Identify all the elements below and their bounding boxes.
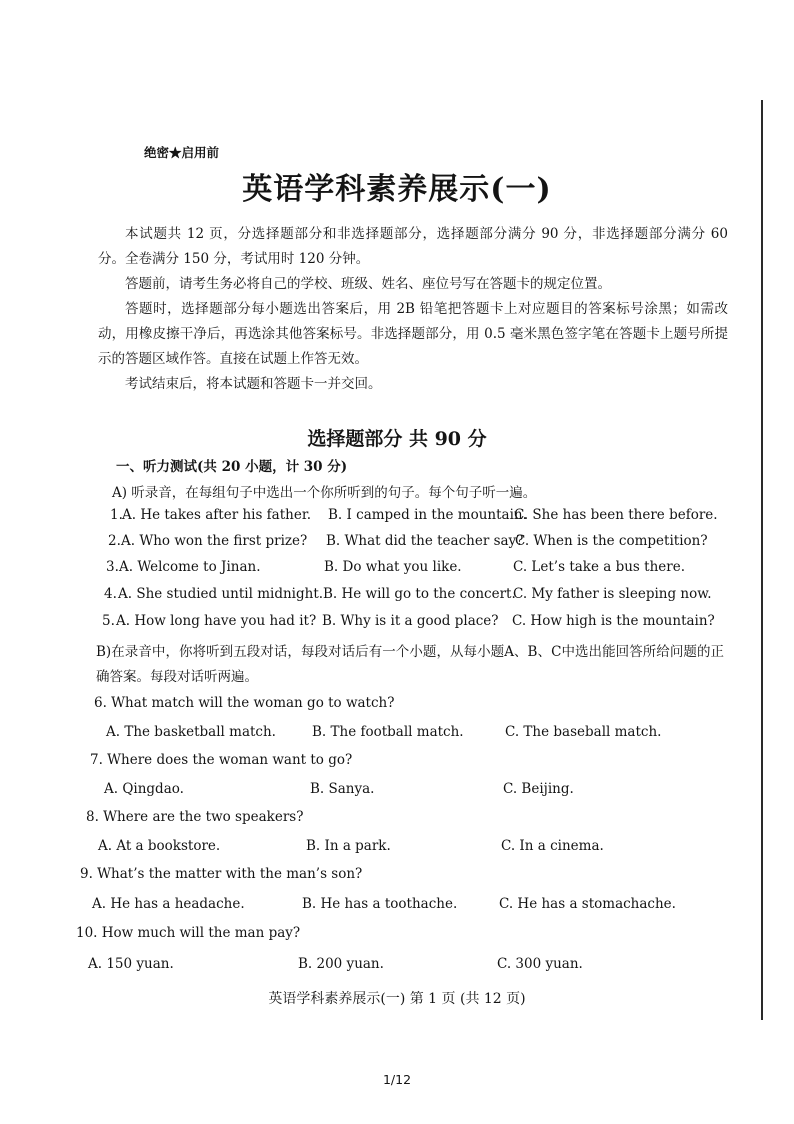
- option-b: B. Do what you like.: [324, 559, 462, 575]
- options-row: [0, 838, 794, 860]
- question-row: [0, 533, 794, 555]
- options-row: [0, 956, 794, 978]
- option-a: A. 150 yuan.: [88, 956, 174, 972]
- option-c: C. When is the competition?: [515, 533, 708, 549]
- option-b: B. In a park.: [306, 838, 391, 854]
- option-c: C. The baseball match.: [505, 724, 662, 740]
- option-b: B. Why is it a good place?: [322, 613, 499, 629]
- option-c: C. 300 yuan.: [497, 956, 583, 972]
- question-stem: 8. Where are the two speakers?: [86, 809, 304, 825]
- instruction-paragraph-1: 本试题共 12 页，分选择题部分和非选择题部分，选择题部分满分 90 分，非选择题部分满分 60 分。全卷满分 150 分，考试用时 120 分钟。: [98, 226, 728, 267]
- page-footer: 英语学科素养展示(一) 第 1 页 (共 12 页): [268, 991, 526, 1007]
- instruction-paragraph-4: 考试结束后，将本试题和答题卡一并交回。: [125, 376, 382, 392]
- question-stem: 10. How much will the man pay?: [76, 925, 301, 941]
- question-number: 2.: [108, 533, 121, 549]
- exam-title: 英语学科素养展示(一): [242, 172, 552, 207]
- part-a-instruction: A) 听录音，在每组句子中选出一个你所听到的句子。每个句子听一遍。: [112, 485, 537, 501]
- option-c: C. In a cinema.: [501, 838, 604, 854]
- instruction-paragraph-3: 答题时，选择题部分每小题选出答案后，用 2B 铅笔把答题卡上对应题目的答案标号涂黑；如需改动，用橡皮擦干净后，再选涂其他答案标号。非选择题部分，用 0.5 毫米黑色签字笔在答题卡上题号所提示的答题区域作答。直接在试题上作答无效。: [98, 301, 728, 367]
- question-stem: 7. Where does the woman want to go?: [90, 752, 353, 768]
- question-stem: 9. What’s the matter with the man’s son?: [80, 866, 363, 882]
- question-number: 1.: [110, 507, 123, 523]
- question-row: [0, 586, 794, 608]
- question-row: [0, 559, 794, 581]
- option-a: A. Welcome to Jinan.: [119, 559, 261, 575]
- option-a: A. She studied until midnight.: [118, 586, 324, 602]
- option-c: C. She has been there before.: [514, 507, 718, 523]
- options-row: [0, 781, 794, 803]
- option-b: B. 200 yuan.: [298, 956, 384, 972]
- section-title: 选择题部分 共 90 分: [307, 428, 487, 450]
- option-b: B. Sanya.: [310, 781, 375, 797]
- option-a: A. Who won the first prize?: [121, 533, 308, 549]
- page-indicator: 1/12: [382, 1072, 412, 1087]
- question-row: [0, 507, 794, 529]
- option-b: B. I camped in the mountain.: [328, 507, 527, 523]
- question-stem: 6. What match will the woman go to watch?: [94, 695, 395, 711]
- option-a: A. The basketball match.: [106, 724, 276, 740]
- question-number: 4.: [104, 586, 117, 602]
- option-a: A. Qingdao.: [104, 781, 184, 797]
- option-a: A. He has a headache.: [92, 896, 245, 912]
- option-c: C. How high is the mountain?: [512, 613, 715, 629]
- part-title-listening: 一、听力测试(共 20 小题，计 30 分): [116, 459, 348, 475]
- part-b-instruction: B)在录音中，你将听到五段对话，每段对话后有一个小题，从每小题A、B、C中选出能回答所给问题的正确答案。每段对话听两遍。: [96, 644, 724, 685]
- option-b: B. He will go to the concert.: [323, 586, 516, 602]
- option-c: C. Let’s take a bus there.: [513, 559, 685, 575]
- option-c: C. Beijing.: [503, 781, 574, 797]
- question-number: 5.: [102, 613, 115, 629]
- option-b: B. He has a toothache.: [302, 896, 458, 912]
- option-c: C. My father is sleeping now.: [513, 586, 712, 602]
- options-row: [0, 724, 794, 746]
- confidential-label: 绝密★启用前: [144, 145, 220, 160]
- option-b: B. What did the teacher say?: [326, 533, 524, 549]
- question-number: 3.: [106, 559, 119, 575]
- instruction-paragraph-2: 答题前，请考生务必将自己的学校、班级、姓名、座位号写在答题卡的规定位置。: [125, 276, 611, 292]
- option-c: C. He has a stomachache.: [499, 896, 676, 912]
- option-a: A. How long have you had it?: [116, 613, 317, 629]
- options-row: [0, 896, 794, 918]
- question-row: [0, 613, 794, 635]
- option-a: A. He takes after his father.: [122, 507, 312, 523]
- option-b: B. The football match.: [312, 724, 464, 740]
- option-a: A. At a bookstore.: [98, 838, 221, 854]
